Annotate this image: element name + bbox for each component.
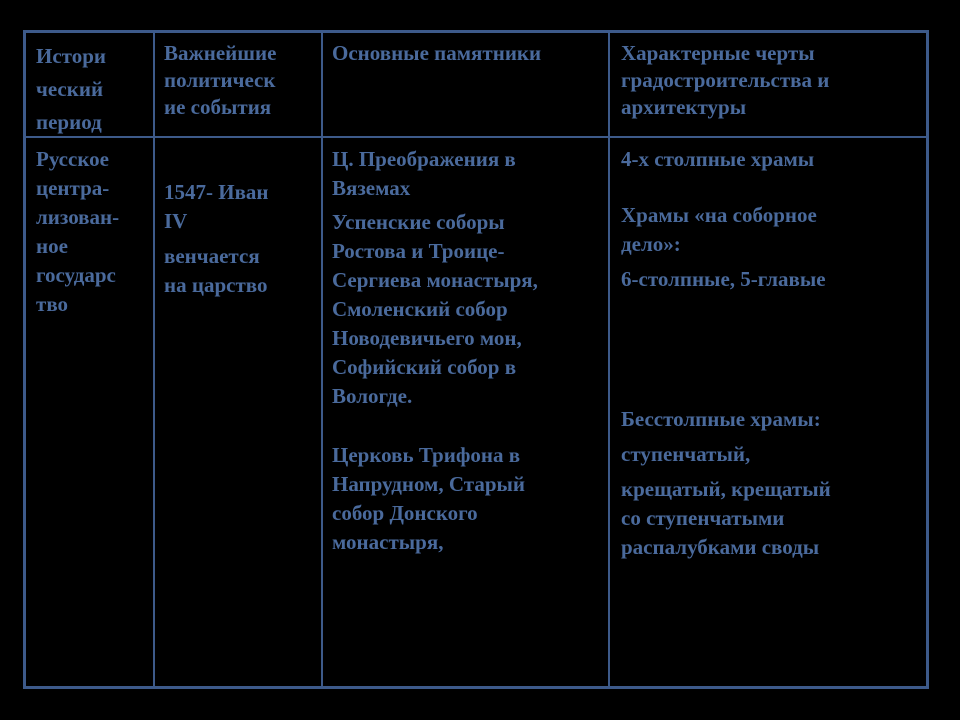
feature-pillarless-text: Бесстолпные храмы: [621,407,821,431]
header-period [36,40,154,139]
cell-monuments [332,145,608,557]
header-events-text: Важнейшие политическ ие события [164,41,277,119]
cell-events [164,145,322,300]
column-divider [321,33,323,686]
cell-period [36,145,154,319]
header-divider [26,136,926,138]
header-features [621,40,921,121]
header-period-text: Истори ческий период [36,44,106,134]
header-events [164,40,322,121]
monument-vyazemy-text: Ц. Преображения в Вяземах [332,147,516,200]
event-crowning-text: венчается на царство [164,244,268,297]
period-text: Русское центра- лизован- ное государс тво [36,147,120,316]
event-date-text: 1547- Иван IV [164,180,269,233]
feature-4-pillar-text: 4-х столпные храмы [621,147,815,171]
monument-uspensky-text: Успенские соборы Ростова и Троице- Сергиева монастыря, Смоленский собор Новодевичьего мон, Софийский собор в Вологде. [332,210,538,408]
feature-sobornoe-text: Храмы «на соборное дело»: [621,203,817,256]
feature-cross-text: крещатый, крещатый со ступенчатыми распалубками своды [621,477,831,559]
history-table [23,30,929,689]
cell-features [621,145,921,562]
column-divider [608,33,610,686]
feature-stepped-text: ступенчатый, [621,442,751,466]
header-features-text: Характерные черты градостроительства и архитектуры [621,41,830,119]
header-monuments-text: Основные памятники [332,41,542,65]
header-monuments [332,40,608,67]
monument-trifon-text: Церковь Трифона в Напрудном, Старый собор Донского монастыря, [332,443,525,554]
feature-6-pillar-text: 6-столпные, 5-главые [621,267,826,291]
